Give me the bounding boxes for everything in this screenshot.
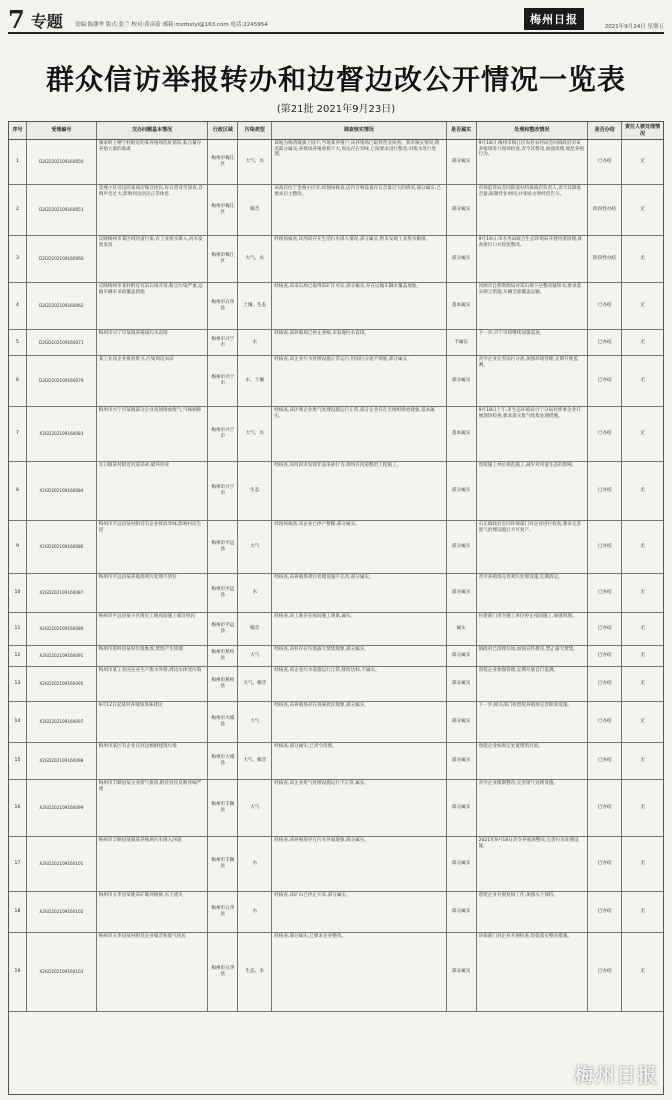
completion-status: 已办结 — [588, 140, 622, 184]
table-row — [9, 646, 663, 667]
row-number: 10 — [9, 574, 27, 612]
table-row — [9, 140, 663, 185]
pollution-type: 大气、水 — [238, 140, 272, 184]
handling: 石正镇政府会同环保部门对企业进行检查,要求完善废气治理设施后方可复产。 — [477, 521, 589, 573]
person-handled: 无 — [640, 207, 645, 213]
investigation: 该商店位于金燕小区旁,经现场核查,店内音响设备存在音量过大的情况,部分属实,已要求店主整改。 — [272, 185, 446, 235]
region: 梅州市五华县 — [208, 933, 238, 1011]
row-number: 11 — [9, 613, 27, 645]
page-subtitle: (第21批 2021年9月23日) — [276, 104, 396, 115]
case-id: X2GD202109160089 — [27, 613, 97, 645]
handling: 9月18日上午,市生态环境局兴宁分局对涉事企业开展现场检查,要求落实废气收集处理措施。 — [477, 407, 589, 461]
completion-status: 阶段性办结 — [588, 185, 622, 235]
completion-status: 已办结 — [588, 283, 622, 329]
pollution-type: 大气、水 — [238, 236, 272, 282]
handling: 下一步,相关部门将督促养殖场完善除臭设施。 — [477, 702, 589, 742]
person-handled: 无 — [640, 681, 645, 687]
row-number: 2 — [9, 185, 27, 235]
person-handled: 无 — [640, 969, 645, 975]
completion-status: 已办结 — [588, 780, 622, 836]
case-id: X2GD202109160084 — [27, 462, 97, 520]
pollution-type: 生态 — [238, 462, 272, 520]
issue-summary: 梅州市蕉岭县某村垃圾堆放,焚烧产生浓烟 — [97, 646, 209, 666]
investigation: 经核查,该企业污水处理设施正常运行,但雨污分流不彻底,部分属实。 — [272, 356, 446, 406]
pollution-type: 大气 — [238, 702, 272, 742]
completion-status: 已办结 — [588, 521, 622, 573]
table-row — [9, 185, 663, 236]
pollution-type: 大气 — [238, 521, 272, 573]
pollution-type: 大气、水 — [238, 407, 272, 461]
column-header: 责任人被处理情况 — [625, 123, 661, 137]
issue-summary: 梅州市丰顺县某企业废气排放,附近居民反映异味严重 — [97, 780, 209, 836]
table-row — [9, 462, 663, 521]
row-number: 8 — [9, 462, 27, 520]
completion-status: 已办结 — [588, 646, 622, 666]
pollution-type: 水、土壤 — [238, 356, 272, 406]
row-number: 12 — [9, 646, 27, 666]
region: 梅州市丰顺县 — [208, 780, 238, 836]
case-id: D2GD202109160079 — [27, 356, 97, 406]
region: 梅州市兴宁市 — [208, 356, 238, 406]
investigation: 经核查,该养殖场已停止养殖,未发现污水直排。 — [272, 330, 446, 355]
person-handled: 无 — [640, 431, 645, 437]
person-handled: 无 — [640, 719, 645, 725]
completion-status: 已办结 — [588, 330, 622, 355]
verified: 部分属实 — [447, 743, 477, 779]
newspaper-logo: 梅州日报 — [524, 8, 584, 30]
table-row — [9, 236, 663, 283]
pollution-type: 噪音 — [238, 613, 272, 645]
column-header: 调查核实情况 — [272, 122, 446, 139]
investigation: 经核查,该养殖场存在臭味扰民现象,部分属实。 — [272, 702, 446, 742]
verified: 部分属实 — [447, 521, 477, 573]
completion-status: 已办结 — [588, 933, 622, 1011]
issue-summary: 梅州市兴宁市某镇养殖场污水直排 — [97, 330, 209, 355]
table-row — [9, 780, 663, 837]
watermark-logo: 梅州日报 — [574, 1063, 658, 1087]
handling: 责令企业限期整改,完善废气处理设施。 — [477, 780, 589, 836]
region: 梅州市丰顺县 — [208, 837, 238, 891]
table-row — [9, 933, 663, 1012]
handling: 督促企业按规定处置建筑垃圾。 — [477, 743, 589, 779]
issue-summary: 水口镇某村附近河道采砂,破坏河床 — [97, 462, 209, 520]
verified: 部分属实 — [447, 462, 477, 520]
person-handled: 无 — [640, 303, 645, 309]
case-id: X2GD202109160083 — [27, 407, 97, 461]
person-handled: 无 — [640, 590, 645, 596]
pollution-type: 大气 — [238, 780, 272, 836]
handling: 下一步,兴宁市将继续加强巡查。 — [477, 330, 589, 355]
table-body — [9, 140, 663, 1012]
table-row — [9, 702, 663, 743]
issue-summary: 梅州市平远县某村附近有企业排放异味,影响村民生活 — [97, 521, 209, 573]
investigation: 经核查,该采石场已取得采矿许可证,部分属实,存在运输车辆未覆盖现象。 — [272, 283, 446, 329]
masthead — [8, 6, 664, 34]
issue-summary: 梅州市平远县某养殖场粪污处理不到位 — [97, 574, 209, 612]
case-id: D2GD202109160071 — [27, 330, 97, 355]
verified: 部分属实 — [447, 236, 477, 282]
column-header: 是否属实 — [447, 122, 477, 139]
investigation: 经现场核查,该企业已停产整顿,部分属实。 — [272, 521, 446, 573]
case-id: D2GD202109160060 — [27, 236, 97, 282]
person-handled: 无 — [640, 488, 645, 494]
pollution-type: 大气、噪音 — [238, 743, 272, 779]
region: 梅州市兴宁市 — [208, 330, 238, 355]
handling: 住建部门责令施工单位停止夜间施工,加强管理。 — [477, 613, 589, 645]
table-row — [9, 613, 663, 646]
table-row — [9, 407, 663, 462]
table-row — [9, 574, 663, 613]
completion-status: 已办结 — [588, 613, 622, 645]
completion-status: 已办结 — [588, 356, 622, 406]
case-id: X2GD202109160102 — [27, 892, 97, 932]
column-header: 受理编号 — [27, 122, 97, 139]
issue-summary: 梅州市兴宁市某镇部分企业夜间排放废气,气味刺鼻 — [97, 407, 209, 461]
column-header: 交办问题基本情况 — [97, 122, 209, 139]
investigation: 经核查,该工地存在夜间施工现象,属实。 — [272, 613, 446, 645]
investigation: 经核查,部分属实,已责令清理。 — [272, 743, 446, 779]
case-id: X2GD202109160103 — [27, 933, 97, 1011]
table-header — [9, 122, 663, 140]
verified: 部分属实 — [447, 356, 477, 406]
case-id: D2GD202109160062 — [27, 283, 97, 329]
investigation: 经核查,部分属实,已要求企业整改。 — [272, 933, 446, 1011]
row-number: 7 — [9, 407, 27, 461]
completion-status: 已办结 — [588, 574, 622, 612]
investigation: 经核查,该河段未发现非法采砂行为,现场有河道整治工程施工。 — [272, 462, 446, 520]
completion-status: 已办结 — [588, 837, 622, 891]
investigation: 经核查,该矿山已停止开采,部分属实。 — [272, 892, 446, 932]
row-number: 4 — [9, 283, 27, 329]
page-title: 群众信访举报转办和边督边改公开情况一览表 — [45, 63, 626, 96]
issue-summary: 某工业园企业排放废水,污染周边农田 — [97, 356, 209, 406]
pollution-type: 噪音 — [238, 185, 272, 235]
investigation: 经核查,该养殖场存在污水外溢现象,部分属实。 — [272, 837, 446, 891]
person-handled: 无 — [640, 256, 645, 262]
column-header: 是否办结 — [588, 122, 622, 139]
handling: 督促施工单位规范施工,减少对河道生态的影响。 — [477, 462, 589, 520]
region: 梅州市蕉岭县 — [208, 667, 238, 701]
region: 梅州市大埔县 — [208, 702, 238, 742]
column-header: 序号 — [9, 122, 27, 139]
case-id: X2GD202109160097 — [27, 702, 97, 742]
row-number: 19 — [9, 933, 27, 1011]
region: 梅州市五华县 — [208, 283, 238, 329]
case-id: X2GD202109160087 — [27, 574, 97, 612]
table-row — [9, 521, 663, 574]
completion-status: 已办结 — [588, 743, 622, 779]
handling: 9月19日,市水务局联合生态环境局开展河道清理,排查排污口并督促整改。 — [477, 236, 589, 282]
completion-status: 已办结 — [588, 702, 622, 742]
person-handled: 无 — [640, 544, 645, 550]
investigation: 经现场核查,该河段存在生活污水排入情况,部分属实,暂未发现工业废水偷排。 — [272, 236, 446, 282]
case-id: X2GD202109160095 — [27, 667, 97, 701]
completion-status: 已办结 — [588, 407, 622, 461]
case-id: X2GD202109160091 — [27, 646, 97, 666]
investigation: 经核查,该企业废气处理设施运行不正常,属实。 — [272, 780, 446, 836]
handling: 责令企业完善雨污分流,加强环境管理,定期开展监测。 — [477, 356, 589, 406]
handling: 2021年9月18日责令养殖场整改,完善污水处理设施。 — [477, 837, 589, 891]
case-id: D2GD202109160051 — [27, 185, 97, 235]
person-handled: 无 — [640, 653, 645, 659]
completion-status: 已办结 — [588, 462, 622, 520]
person-handled: 无 — [640, 378, 645, 384]
verified: 部分属实 — [447, 667, 477, 701]
investigation: 经核查,该区域企业废气处理设施运行正常,部分企业存在无组织排放现象,基本属实。 — [272, 407, 446, 461]
person-handled: 无 — [640, 626, 645, 632]
person-handled: 无 — [640, 805, 645, 811]
pollution-type: 水 — [238, 574, 272, 612]
row-number: 3 — [9, 236, 27, 282]
investigation: 经核查,该村存在垃圾露天焚烧现象,部分属实。 — [272, 646, 446, 666]
row-number: 9 — [9, 521, 27, 573]
verified: 部分属实 — [447, 185, 477, 235]
handling: 市场监管局会同街道办约谈商店负责人,责令其降低音量,限制营业时间,并张贴文明经营告示。 — [477, 185, 589, 235]
handling: 河源市自然资源局对采石场下达整改通知书,要求落实抑尘措施,车辆全部覆盖运输。 — [477, 283, 589, 329]
issue-summary: 梅州市某工业园企业生产废水外排,周边水体受污染 — [97, 667, 209, 701]
region: 梅州市兴宁市 — [208, 462, 238, 520]
row-number: 13 — [9, 667, 27, 701]
table-row — [9, 283, 663, 330]
column-header: 行政区域 — [208, 122, 238, 139]
verified: 部分属实 — [447, 702, 477, 742]
region: 梅州市梅江区 — [208, 236, 238, 282]
verified: 部分属实 — [447, 837, 477, 891]
pollution-type: 大气、噪音 — [238, 667, 272, 701]
section-name: 专题 — [30, 12, 63, 31]
handling: 督促企业加强管理,定期开展自行监测。 — [477, 667, 589, 701]
case-id: X2GD202109160101 — [27, 837, 97, 891]
issue-summary: 梅州市五华县某村附近企业噪音和废气扰民 — [97, 933, 209, 1011]
handling: 责令养殖场完善粪污处理设施,定期清运。 — [477, 574, 589, 612]
issue-summary: 反映梅州市某区域河道污染,有工业废水排入,河水发黑发臭 — [97, 236, 209, 282]
investigation: 该地为梅湾镇旗上园下,当地某养殖户,该养殖场已取得营业执照。我市核实情况,情况部分属实,养殖场养殖规模不大,周边存在异味,已按要求进行整改,对废水进行处理。 — [272, 140, 446, 184]
case-id: D2GD202109160050 — [27, 140, 97, 184]
completion-status: 阶段性办结 — [588, 236, 622, 282]
complaints-table — [8, 121, 664, 1095]
verified: 部分属实 — [447, 140, 477, 184]
issue-summary: 梅州市平远县某小区附近工地夜间施工噪音扰民 — [97, 613, 209, 645]
row-number: 6 — [9, 356, 27, 406]
pollution-type: 水 — [238, 330, 272, 355]
verified: 部分属实 — [447, 892, 477, 932]
investigation: 经核查,该养殖场粪污处理设施不完善,部分属实。 — [272, 574, 446, 612]
handling: 环保部门对企业开展检查,督促落实整改措施。 — [477, 933, 589, 1011]
pollution-type: 水 — [238, 892, 272, 932]
issue-summary: 9月12日起某村养殖场臭味扰民 — [97, 702, 209, 742]
completion-status: 已办结 — [588, 892, 622, 932]
verified: 基本属实 — [447, 283, 477, 329]
row-number: 16 — [9, 780, 27, 836]
region: 梅州市平远县 — [208, 521, 238, 573]
issue-summary: 金燕小区旁边的某商店噪音扰民,每日营业至深夜,音响声音过大,影响周边居民正常休息 — [97, 185, 209, 235]
handling: 镇政府已清理垃圾,加强宣传教育,禁止露天焚烧。 — [477, 646, 589, 666]
issue-date: 2021年9月24日 星期五 — [604, 24, 664, 30]
region: 梅州市平远县 — [208, 613, 238, 645]
handling: 督促企业开展复绿工作,加强水土保持。 — [477, 892, 589, 932]
row-number: 5 — [9, 330, 27, 355]
region: 梅州市平远县 — [208, 574, 238, 612]
pollution-type: 大气 — [238, 646, 272, 666]
case-id: X2GD202109160098 — [27, 743, 97, 779]
issue-summary: 梅州市五华县某地采矿破坏植被,水土流失 — [97, 892, 209, 932]
row-number: 15 — [9, 743, 27, 779]
pollution-type: 土壤、生态 — [238, 283, 272, 329]
verified: 部分属实 — [447, 933, 477, 1011]
verified: 不属实 — [447, 330, 477, 355]
region: 梅州市梅江区 — [208, 140, 238, 184]
pollution-type: 生态、水 — [238, 933, 272, 1011]
table-row — [9, 330, 663, 356]
region: 梅州市梅江区 — [208, 185, 238, 235]
verified: 基本属实 — [447, 407, 477, 461]
column-header: 污染类型 — [238, 122, 272, 139]
row-number: 18 — [9, 892, 27, 932]
issue-summary: 反映梅州市某村附近有采石场开采,粉尘污染严重,运输车辆未采取覆盖措施 — [97, 283, 209, 329]
table-row — [9, 743, 663, 780]
region: 梅州市大埔县 — [208, 743, 238, 779]
person-handled: 无 — [640, 909, 645, 915]
table-row — [9, 892, 663, 933]
editor-credits: 责编:陈潮华 版式:张兰 校对:黄彦蔚 邮箱:mzrbstyl@163.com 电话:2245954 — [74, 22, 268, 28]
column-header: 处理和整改情况 — [477, 122, 589, 139]
verified: 部分属实 — [447, 780, 477, 836]
page-number: 7 — [8, 5, 25, 34]
person-handled: 无 — [640, 159, 645, 165]
issue-summary: 梅州市丰顺县某镇某养殖场污水排入河道 — [97, 837, 209, 891]
table-row — [9, 356, 663, 407]
completion-status: 已办结 — [588, 667, 622, 701]
case-id: X2GD202109160099 — [27, 780, 97, 836]
case-id: X2GD202109160086 — [27, 521, 97, 573]
verified: 部分属实 — [447, 574, 477, 612]
row-number: 17 — [9, 837, 27, 891]
row-number: 14 — [9, 702, 27, 742]
person-handled: 无 — [640, 758, 645, 764]
region: 梅州市兴宁市 — [208, 407, 238, 461]
person-handled: 无 — [640, 861, 645, 867]
investigation: 经核查,该企业污水设施运行正常,排放达标,不属实。 — [272, 667, 446, 701]
row-number: 1 — [9, 140, 27, 184]
table-row — [9, 667, 663, 702]
region: 梅州市五华县 — [208, 892, 238, 932]
handling: 9月18日,梅州市梅江区农业农村局会同镇政府对该养殖场进行现场检查,责令其整改,加强清理,规范养殖行为。 — [477, 140, 589, 184]
issue-summary: 梅州市某区有企业在河边倾倒建筑垃圾 — [97, 743, 209, 779]
pollution-type: 水 — [238, 837, 272, 891]
region: 梅州市蕉岭县 — [208, 646, 238, 666]
verified: 属实 — [447, 613, 477, 645]
issue-summary: 旗家岭上榕宁村附近的某养殖场选址错误,私自蓄存养殖大量的畜禽 — [97, 140, 209, 184]
table-row — [9, 837, 663, 892]
verified: 部分属实 — [447, 646, 477, 666]
person-handled: 无 — [640, 339, 645, 345]
